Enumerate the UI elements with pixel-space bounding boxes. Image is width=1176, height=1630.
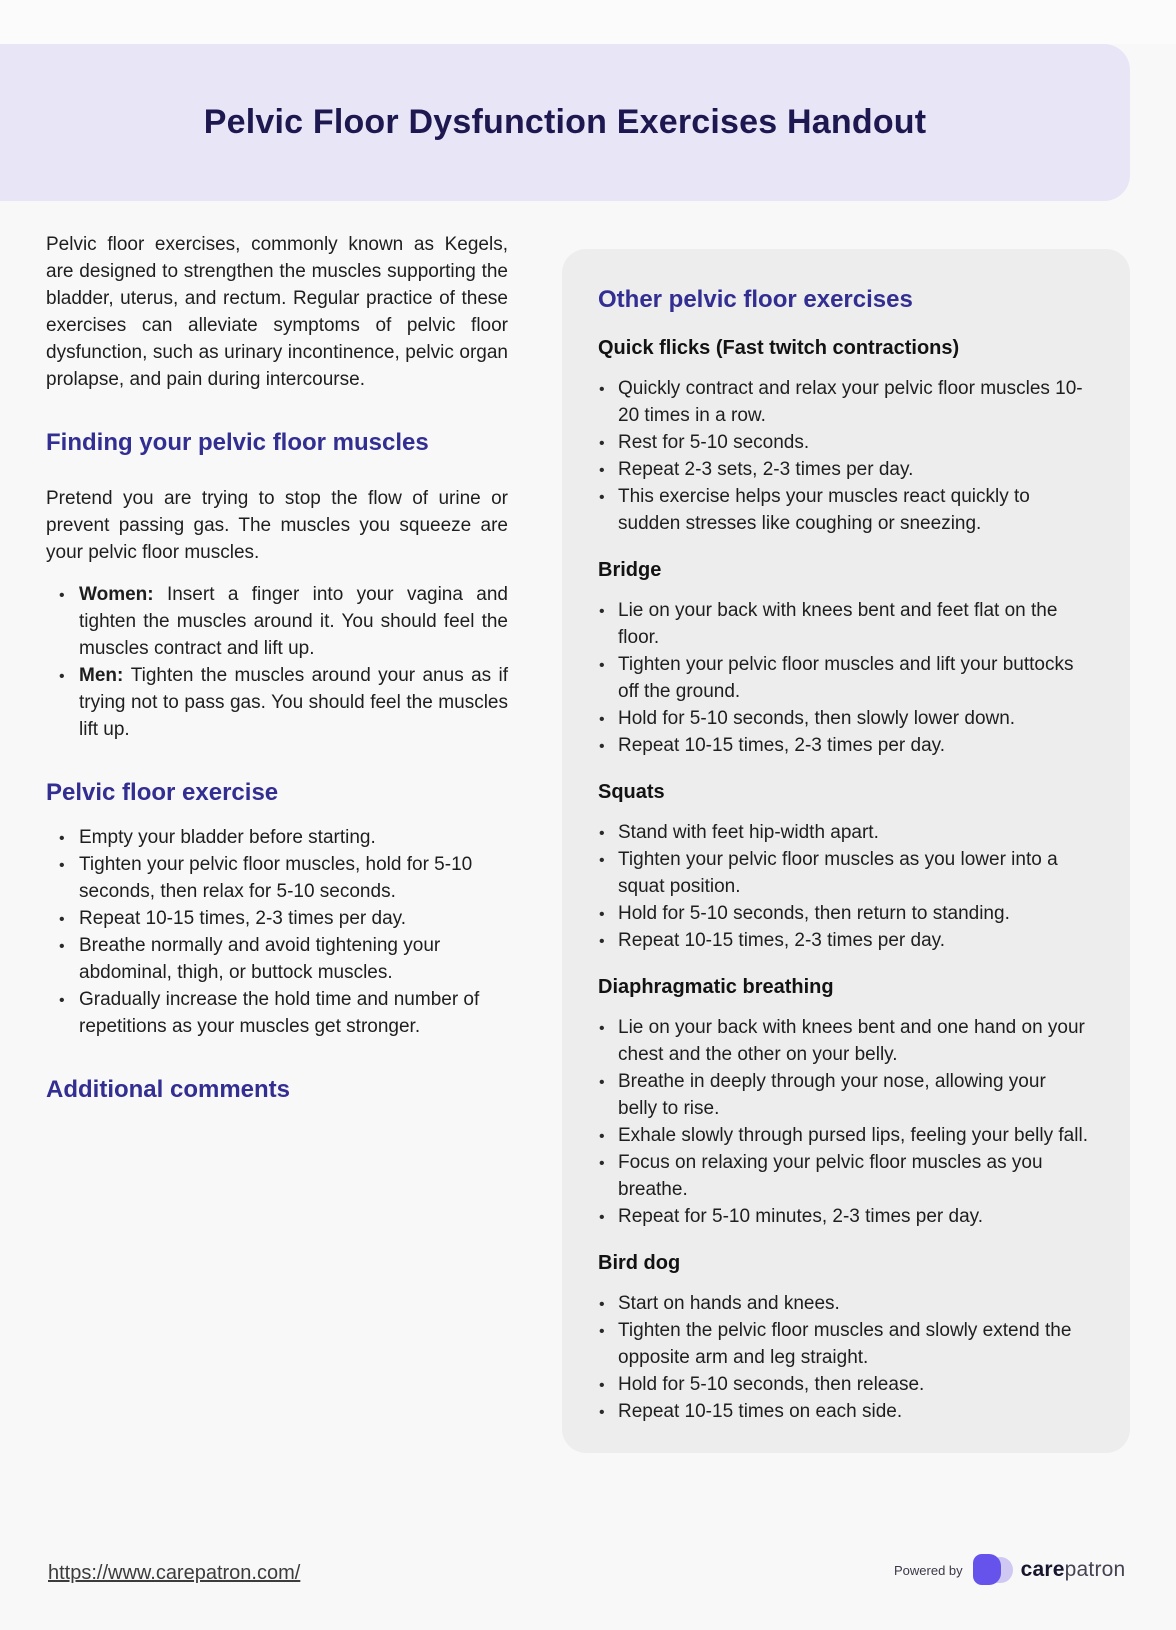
list-item: • Tighten your pelvic floor muscles as you lower into a squat position. (598, 846, 1090, 900)
list-item: • Lie on your back with knees bent and feet flat on the floor. (598, 597, 1090, 651)
list-item: • Lie on your back with knees bent and one hand on your chest and the other on your belly. (598, 1014, 1090, 1068)
list-item: • Repeat 10-15 times, 2-3 times per day. (598, 927, 1090, 954)
pelvic-exercise-heading: Pelvic floor exercise (46, 779, 279, 806)
exercise-subheading: Bridge (598, 559, 662, 581)
list-item: • Repeat 10-15 times on each side. (598, 1398, 1090, 1425)
website-link[interactable]: https://www.carepatron.com/ (48, 1562, 301, 1584)
list-item: • Tighten your pelvic floor muscles, hold for 5-10 seconds, then relax for 5-10 seconds. (46, 851, 508, 905)
bullet-list (598, 1014, 1090, 1230)
list-item: • Focus on relaxing your pelvic floor muscles as you breathe. (598, 1149, 1090, 1203)
finding-heading: Finding your pelvic floor muscles (46, 429, 429, 456)
list-item: • Hold for 5-10 seconds, then release. (598, 1371, 1090, 1398)
exercise-subheading: Quick flicks (Fast twitch contractions) (598, 337, 960, 359)
exercise-subheading: Diaphragmatic breathing (598, 976, 834, 998)
list-item: • Empty your bladder before starting. (46, 824, 508, 851)
list-item: • Stand with feet hip-width apart. (598, 819, 1090, 846)
logo-shape-main (973, 1554, 1001, 1585)
list-item: • Repeat 10-15 times, 2-3 times per day. (598, 732, 1090, 759)
bullet-list (598, 1290, 1090, 1425)
powered-by-group (894, 1548, 1125, 1592)
other-exercises-heading: Other pelvic floor exercises (598, 286, 913, 313)
exercise-subheading: Bird dog (598, 1252, 681, 1274)
list-item: • Repeat for 5-10 minutes, 2-3 times per day. (598, 1203, 1090, 1230)
page-title: Pelvic Floor Dysfunction Exercises Handout (203, 103, 927, 141)
powered-by-label: Powered by (894, 1562, 963, 1578)
bullet-list (598, 375, 1090, 537)
list-item: • Tighten your pelvic floor muscles and lift your buttocks off the ground. (598, 651, 1090, 705)
list-item: • Quickly contract and relax your pelvic floor muscles 10-20 times in a row. (598, 375, 1090, 429)
list-item: • This exercise helps your muscles react quickly to sudden stresses like coughing or sneezing. (598, 483, 1090, 537)
top-strip (0, 0, 1176, 44)
list-item: • Women: Insert a finger into your vagina and tighten the muscles around it. You should feel the muscles contract and lift up. (46, 581, 508, 662)
list-item: • Repeat 2-3 sets, 2-3 times per day. (598, 456, 1090, 483)
list-item: • Hold for 5-10 seconds, then slowly lower down. (598, 705, 1090, 732)
list-item: • Hold for 5-10 seconds, then return to standing. (598, 900, 1090, 927)
list-item: • Repeat 10-15 times, 2-3 times per day. (46, 905, 508, 932)
brand-name-regular: patron (1064, 1558, 1126, 1581)
carepatron-logo-icon (973, 1553, 1013, 1587)
bullet-list (598, 597, 1090, 759)
other-exercises-card (562, 249, 1130, 1453)
gender-bullet-list (46, 581, 508, 743)
exercise-subheading: Squats (598, 781, 665, 803)
brand-name-bold: care (1020, 1558, 1065, 1581)
list-item: • Exhale slowly through pursed lips, feeling your belly fall. (598, 1122, 1090, 1149)
exercise-bullet-list (46, 824, 508, 1040)
list-item: • Tighten the pelvic floor muscles and slowly extend the opposite arm and leg straight. (598, 1317, 1090, 1371)
list-item: • Breathe normally and avoid tightening your abdominal, thigh, or buttock muscles. (46, 932, 508, 986)
exercise-sections (598, 335, 1090, 1425)
finding-description: Pretend you are trying to stop the flow of urine or prevent passing gas. The muscles you squeeze are your pelvic floor muscles. (46, 488, 508, 563)
list-item: • Start on hands and knees. (598, 1290, 1090, 1317)
additional-comments-heading: Additional comments (46, 1076, 291, 1103)
left-column (46, 231, 508, 1106)
brand-name (1021, 1558, 1126, 1582)
header-banner (0, 44, 1130, 201)
intro-paragraph: Pelvic floor exercises, commonly known as Kegels, are designed to strengthen the muscles supporting the bladder, uterus, and rectum. Regular practice of these exercises can alleviate symptoms of pelvic floor dysfunction, such as urinary incontinence, pelvic organ prolapse, and pain during intercourse. (46, 234, 508, 390)
list-item: • Breathe in deeply through your nose, allowing your belly to rise. (598, 1068, 1090, 1122)
bullet-list (598, 819, 1090, 954)
list-item: • Gradually increase the hold time and number of repetitions as your muscles get stronger. (46, 986, 508, 1040)
list-item: • Rest for 5-10 seconds. (598, 429, 1090, 456)
list-item: • Men: Tighten the muscles around your anus as if trying not to pass gas. You should feel the muscles lift up. (46, 662, 508, 743)
